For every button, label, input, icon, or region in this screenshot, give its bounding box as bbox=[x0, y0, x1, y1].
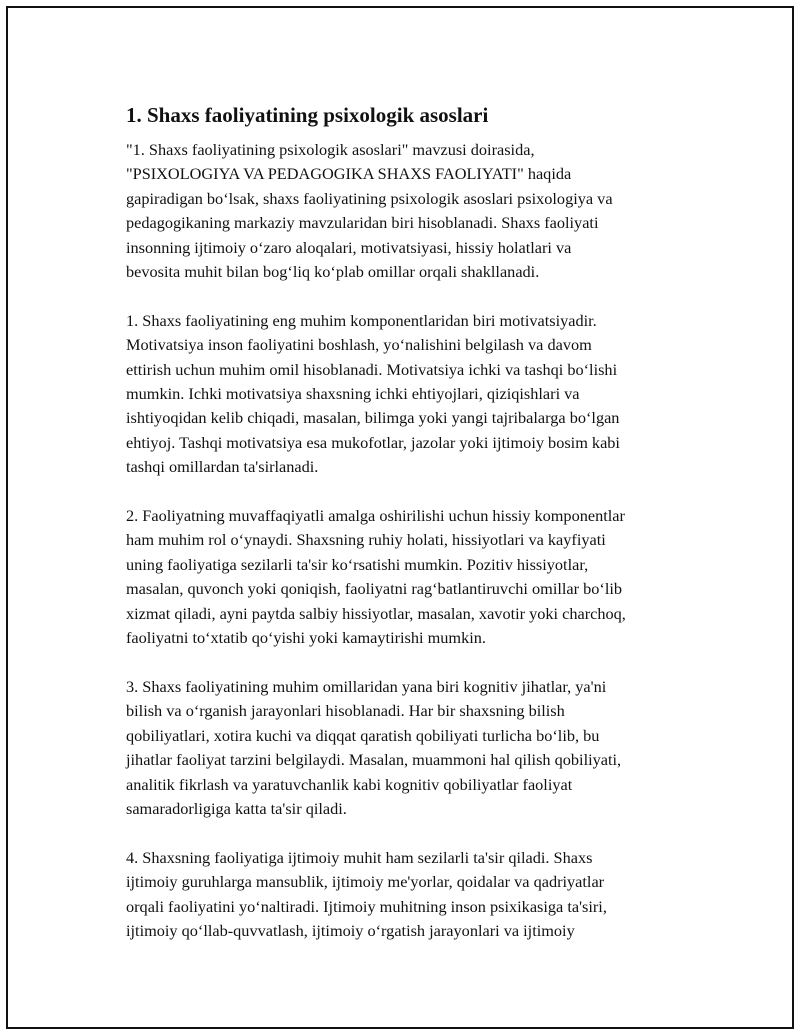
paragraph-list bbox=[126, 138, 696, 943]
paragraph-line: jihatlar faoliyat tarzini belgilaydi. Masalan, muammoni hal qilish qobiliyati, bbox=[126, 750, 622, 770]
paragraph-line: ishtiyoqidan kelib chiqadi, masalan, bilimga yoki yangi tajribalarga bo‘lgan bbox=[126, 408, 620, 428]
paragraph-line: orqali faoliyatini yo‘naltiradi. Ijtimoiy muhitning inson psixikasiga ta'siri, bbox=[126, 896, 607, 916]
paragraph-line: ham muhim rol o‘ynaydi. Shaxsning ruhiy holati, hissiyotlari va kayfiyati bbox=[126, 530, 606, 550]
paragraph-line: mumkin. Ichki motivatsiya shaxsning ichki ehtiyojlari, qiziqishlari va bbox=[126, 384, 580, 404]
paragraph-line: gapiradigan bo‘lsak, shaxs faoliyatining psixologik asoslari psixologiya va bbox=[126, 188, 613, 208]
paragraph bbox=[126, 504, 696, 650]
paragraph-line: faoliyatni to‘xtatib qo‘yishi yoki kamaytirishi mumkin. bbox=[126, 628, 486, 648]
paragraph bbox=[126, 309, 696, 480]
paragraph-line: bevosita muhit bilan bog‘liq ko‘plab omillar orqali shakllanadi. bbox=[126, 262, 540, 282]
paragraph-line: "1. Shaxs faoliyatining psixologik asoslari" mavzusi doirasida, bbox=[126, 140, 535, 159]
paragraph-line: insonning ijtimoiy o‘zaro aloqalari, motivatsiyasi, hissiy holatlari va bbox=[126, 237, 572, 257]
paragraph-line: "PSIXOLOGIYA VA PEDAGOGIKA SHAXS FAOLIYATI" haqida bbox=[126, 164, 572, 184]
paragraph-line: ijtimoiy guruhlarga mansublik, ijtimoiy me'yorlar, qoidalar va qadriyatlar bbox=[126, 872, 605, 892]
paragraph bbox=[126, 138, 696, 284]
paragraph-line: analitik fikrlash va yaratuvchanlik kabi kognitiv qobiliyatlar faoliyat bbox=[126, 774, 573, 794]
paragraph-line: ettirish uchun muhim omil hisoblanadi. Motivatsiya ichki va tashqi bo‘lishi bbox=[126, 359, 618, 379]
page-frame bbox=[6, 6, 794, 1029]
paragraph-line: ehtiyoj. Tashqi motivatsiya esa mukofotlar, jazolar yoki ijtimoiy bosim kabi bbox=[126, 432, 620, 452]
paragraph-line: Motivatsiya inson faoliyatini boshlash, yo‘nalishini belgilash va davom bbox=[126, 335, 592, 355]
document-title: 1. Shaxs faoliyatining psixologik asoslari bbox=[126, 103, 489, 127]
paragraph-line: uning faoliyatiga sezilarli ta'sir ko‘rsatishi mumkin. Pozitiv hissiyotlar, bbox=[126, 554, 589, 574]
paragraph-line: 4. Shaxsning faoliyatiga ijtimoiy muhit ham sezilarli ta'sir qiladi. Shaxs bbox=[126, 847, 593, 867]
paragraph-line: tashqi omillardan ta'sirlanadi. bbox=[126, 457, 319, 477]
paragraph-line: pedagogikaning markaziy mavzularidan biri hisoblanadi. Shaxs faoliyati bbox=[126, 213, 599, 233]
paragraph bbox=[126, 675, 696, 821]
paragraph-line: xizmat qiladi, ayni paytda salbiy hissiyotlar, masalan, xavotir yoki charchoq, bbox=[126, 603, 626, 623]
paragraph-line: masalan, quvonch yoki qoniqish, faoliyatni rag‘batlantiruvchi omillar bo‘lib bbox=[126, 579, 623, 599]
paragraph-line: bilish va o‘rganish jarayonlari hisoblanadi. Har bir shaxsning bilish bbox=[126, 701, 565, 721]
paragraph-line: 3. Shaxs faoliyatining muhim omillaridan yana biri kognitiv jihatlar, ya'ni bbox=[126, 676, 607, 696]
document-body bbox=[126, 94, 696, 968]
paragraph-line: ijtimoiy qo‘llab-quvvatlash, ijtimoiy o‘rgatish jarayonlari va ijtimoiy bbox=[126, 920, 575, 940]
paragraph-line: 2. Faoliyatning muvaffaqiyatli amalga oshirilishi uchun hissiy komponentlar bbox=[126, 506, 625, 526]
paragraph-line: samaradorligiga katta ta'sir qiladi. bbox=[126, 798, 347, 818]
paragraph-line: 1. Shaxs faoliyatining eng muhim komponentlaridan biri motivatsiyadir. bbox=[126, 310, 597, 330]
paragraph-line: qobiliyatlari, xotira kuchi va diqqat qaratish qobiliyati turlicha bo‘lib, bu bbox=[126, 725, 600, 745]
paragraph bbox=[126, 846, 696, 944]
